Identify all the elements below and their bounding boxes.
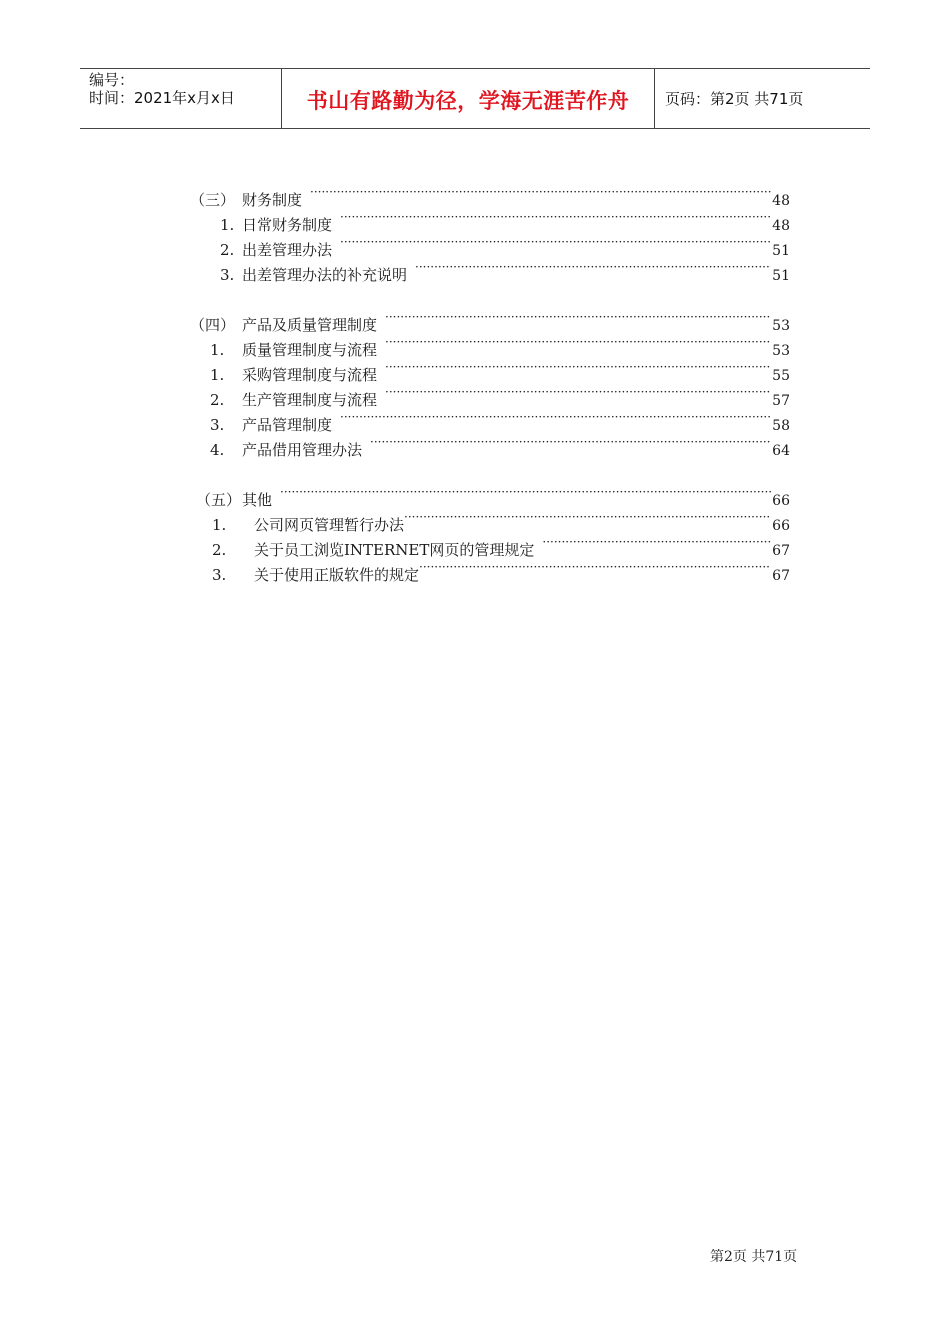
motto-text: 书山有路勤为径，学海无涯苦作舟 [306, 88, 630, 113]
toc-section [190, 305, 790, 459]
dot-leader [385, 355, 771, 380]
toc-heading-row[interactable] [190, 480, 790, 509]
dot-leader [280, 480, 771, 505]
toc-item-title: 产品借用管理办法 [242, 441, 363, 459]
toc-item-number: 1. [210, 341, 225, 359]
toc-page-number: 66 [772, 493, 790, 509]
toc-heading-number: （五） [196, 491, 242, 509]
toc-item-number: 1. [220, 216, 235, 234]
date-line: 时间：2021年x月x日 [89, 89, 235, 107]
toc-item-row[interactable] [190, 505, 790, 534]
toc-heading-title: 产品及质量管理制度 [242, 316, 378, 334]
dot-leader [404, 505, 771, 530]
toc-item-number: 2. [220, 241, 235, 259]
toc-item-number: 3. [220, 266, 235, 284]
dot-leader [340, 205, 771, 230]
toc-page-number: 51 [772, 268, 790, 284]
toc-heading-title: 其他 [242, 491, 273, 509]
toc-item-title: 公司网页管理暂行办法 [254, 516, 405, 534]
header-page-cell [655, 69, 870, 128]
toc-page-number: 67 [772, 543, 790, 559]
toc-page-number: 58 [772, 418, 790, 434]
toc-item-title: 生产管理制度与流程 [242, 391, 378, 409]
dot-leader [310, 180, 771, 205]
toc-item-number: 2. [210, 391, 225, 409]
toc-item-title: 质量管理制度与流程 [242, 341, 378, 359]
toc-heading-title: 财务制度 [242, 191, 303, 209]
toc-item-title: 关于员工浏览INTERNET网页的管理规定 [254, 541, 535, 559]
header-page-info: 页码：第2页 共71页 [665, 90, 804, 108]
page-footer [710, 1246, 797, 1266]
dot-leader [385, 380, 771, 405]
toc-item-number: 4. [210, 441, 225, 459]
toc-page-number: 51 [772, 243, 790, 259]
toc-heading-number: （四） [190, 316, 236, 334]
toc-item-title: 日常财务制度 [242, 216, 333, 234]
toc-page-number: 53 [772, 343, 790, 359]
header-motto-cell [282, 69, 655, 128]
toc-section [190, 180, 790, 284]
toc-item-title: 产品管理制度 [242, 416, 333, 434]
toc-item-number: 3. [210, 416, 225, 434]
number-label: 编号： [89, 71, 135, 89]
dot-leader [385, 305, 771, 330]
dot-leader [419, 555, 771, 580]
toc-page-number: 48 [772, 218, 790, 234]
toc-item-number: 1. [212, 516, 227, 534]
toc-page-number: 55 [772, 368, 790, 384]
toc-heading-row[interactable] [190, 305, 790, 334]
dot-leader [415, 255, 771, 280]
toc-item-number: 2. [212, 541, 227, 559]
dot-leader [370, 430, 771, 455]
footer-page-info: 第2页 共71页 [710, 1249, 798, 1265]
toc-item-number: 3. [212, 566, 227, 584]
toc-page-number: 57 [772, 393, 790, 409]
dot-leader [385, 330, 771, 355]
toc-item-title: 关于使用正版软件的规定 [254, 566, 420, 584]
dot-leader [340, 405, 771, 430]
toc-heading-row[interactable] [190, 180, 790, 209]
toc-page-number: 53 [772, 318, 790, 334]
page-header [80, 68, 870, 129]
toc-item-title: 采购管理制度与流程 [242, 366, 378, 384]
toc-page-number: 66 [772, 518, 790, 534]
dot-leader [340, 230, 771, 255]
toc-page-number: 64 [772, 443, 790, 459]
header-meta-cell [80, 69, 282, 128]
toc-heading-number: （三） [190, 191, 236, 209]
table-of-contents [190, 180, 790, 605]
toc-item-title: 出差管理办法的补充说明 [242, 266, 408, 284]
toc-page-number: 48 [772, 193, 790, 209]
dot-leader [542, 530, 771, 555]
toc-item-title: 出差管理办法 [242, 241, 333, 259]
toc-page-number: 67 [772, 568, 790, 584]
toc-section [190, 480, 790, 584]
toc-item-number: 1. [210, 366, 225, 384]
